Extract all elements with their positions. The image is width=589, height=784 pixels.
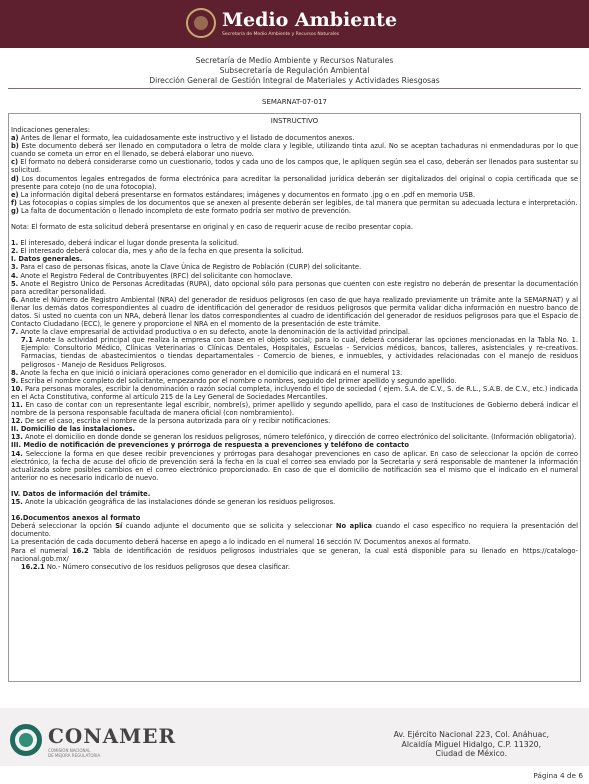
conamer-logo-icon — [10, 724, 42, 756]
item-5: 5. Anote el Registro Único de Personas Acreditadas (RUPA), dato opcional sólo para personas que cuenten con este registro no deberán de presentar la documentación para acreditar personalidad. — [11, 279, 578, 296]
instructions-content — [11, 126, 578, 571]
item-1: 1. El interesado, deberá indicar el lugar donde presenta la solicitud. — [11, 239, 240, 248]
item-g: g) La falta de documentación o llenado incompleto de este formato podría ser motivo de prevención. — [11, 206, 352, 215]
form-code: SEMARNAT-07-017 — [262, 98, 327, 106]
paragraph-16-3: Para el numeral 16.2 Tabla de identificación de residuos peligrosos industriales que se generan, la cual está disponible para su llenado en https://catalogo-nacional.gob.mx/ — [11, 546, 579, 563]
item-7: 7. Anote la clave empresarial de actividad productiva o en su defecto, anote la denominación de la actividad principal. — [11, 328, 410, 337]
paragraph-16: Deberá seleccionar la opción Sí cuando adjunte el documento que se solicita y seleccionar No aplica cuando el caso específico no requiera la presentación del documento. — [11, 522, 578, 539]
banner-title: Medio Ambiente — [222, 9, 398, 31]
doc-title: INSTRUCTIVO — [270, 117, 319, 125]
item-16-2-1: 16.2.1 No.- Número consecutivo de los residuos peligrosos que desea clasificar. — [21, 562, 290, 571]
header-line-1: Secretaría de Medio Ambiente y Recursos Naturales — [195, 56, 394, 65]
conamer-subtitle: COMISIÓN NACIONAL DE MEJORA REGULATORIA — [48, 748, 101, 758]
divider — [8, 88, 581, 89]
seal-icon — [186, 8, 216, 38]
item-f: f) Las fotocopias o copias simples de los documentos que se anexen al presente deberán ser legibles, de tal manera que permitan su adecuada lectura e interpretación. — [11, 198, 578, 207]
footer-address: Av. Ejército Nacional 223, Col. Anáhuac, Alcaldía Miguel Hidalgo, C.P. 11320, Ciudad de México. — [393, 730, 549, 758]
item-d: d) Los documentos legales entregados de forma electrónica para acreditar la personalidad jurídica deberán ser digitalizados del original o copia certificada que se presente para cotejo (no de una fotocopia). — [11, 174, 578, 191]
item-12: 12. De ser el caso, escriba el nombre de la persona autorizada para oír y recibir notificaciones. — [11, 417, 331, 426]
note: Nota: El formato de esta solicitud deberá presentarse en original y en caso de requerir acuse de recibo presentar copia. — [11, 223, 413, 232]
conamer-brand: CONAMER — [48, 724, 177, 748]
item-14: 14. Seleccione la forma en que desee recibir prevenciones y prórrogas para desahogar prevenciones en caso de aplicar. En caso de seleccionar la opción de correo electrónico, la fecha de acuse del oficio de prevención será la fecha en la cual el correo sea enviado por la Secretaría y será responsable de mantener la información actualizada sobre posibles cambios en el correo electrónico proporcionado. En caso de que el domicilio de notificación sea el mismo que el indicado en el numeral anterior no es necesario indicarlo de nuevo. — [11, 449, 578, 482]
item-10: 10. Para personas morales, escribir la denominación o razón social completa, incluyendo el tipo de sociedad ( ejem. S.A. de C.V., S. de R.L., S.A.B. de C.V., etc.) indicada en el Acta Constitutiva, conforme al artículo 215 de la Ley General de Sociedades Mercantiles. — [11, 384, 578, 401]
header-banner — [0, 0, 589, 48]
item-a: a) Antes de llenar el formato, lea cuidadosamente este instructivo y el listado de documentos anexos. — [11, 134, 355, 143]
item-13: 13. Anote el domicilio en donde donde se generan los residuos peligrosos, número telefónico, y dirección de correo electrónico del solicitante. (Información obligatoria). — [11, 433, 577, 442]
item-8: 8. Anote la fecha en que inició o iniciará operaciones como generador en el domicilio que indicará en el numeral 13. — [11, 368, 403, 377]
item-11: 11. En caso de contar con un representante legal escribir, nombre(s), primer apellido y segundo apellido, para el caso de Instituciones de Gobierno deberá indicar el nombre de la persona responsable facultada de manera oficial (con nombramiento). — [11, 401, 578, 418]
item-6: 6. Anote el Número de Registro Ambiental (NRA) del generador de residuos peligrosos (en caso de que haya realizado previamente un trámite ante la SEMARNAT) y al llenar los demás datos correspondientes al cuadro de identificación del generador de residuos peligrosos que permita validar dicha información en nuestro banco de datos. Si usted no cuenta con un NRA, deberá llenar los datos correspondientes al cuadro de identificación del generador de residuos peligrosos para que el Espacio de Contacto Ciudadano (ECC), le genere y proporcione el NRA en el momento de la presentación de este trámite. — [11, 295, 578, 329]
section-3: III. Medio de notificación de prevenciones y prórroga de respuesta a prevenciones y teléfono de contacto — [11, 441, 409, 450]
page-number: Página 4 de 6 — [533, 771, 583, 780]
paragraph-16-2: La presentación de cada documento deberá hacerse en apego a lo indicado en el numeral 16 sección IV. Documentos anexos al formato. — [11, 538, 471, 547]
item-3: 3. Para el caso de personas físicas, anote la Clave Única de Registro de Población (CURP) del solicitante. — [11, 263, 362, 272]
header-line-3: Dirección General de Gestión Integral de Materiales y Actividades Riesgosas — [149, 76, 440, 85]
item-9: 9. Escriba el nombre completo del solicitante, empezando por el nombre o nombres, seguido del primer apellido y segundo apellido. — [11, 376, 457, 385]
item-2: 2. El interesado deberá colocar día, mes y año de la fecha en que presenta la solicitud. — [11, 247, 304, 256]
banner-subtitle: Secretaría de Medio Ambiente y Recursos Naturales — [222, 32, 340, 37]
item-b: b) Este documento deberá ser llenado en computadora o letra de molde clara y legible, utilizando tinta azul. No se aceptan tachaduras ni enmendaduras por lo que cuando se cometa un error en el llenado, se deberá elaborar uno nuevo. — [11, 142, 578, 159]
section-5: 16.Documentos anexos al formato — [11, 514, 141, 523]
section-4: IV. Datos de información del trámite. — [11, 489, 151, 498]
item-c: c) El formato no deberá considerarse como un cuestionario, todos y cada uno de los campos que, le apliquen según sea el caso, deberán ser llenados para sustentar su solicitud. — [11, 158, 578, 175]
section-2: II. Domicilio de las instalaciones. — [11, 425, 135, 434]
header-line-2: Subsecretaría de Regulación Ambiental — [219, 66, 370, 75]
item-e: e) La información digital deberá presentarse en formatos estándares; imágenes y documentos en formato .jpg o en .pdf en memoria USB. — [11, 190, 476, 199]
section-1: I. Datos generales. — [11, 255, 83, 264]
item-15: 15. Anote la ubicación geográfica de las instalaciones dónde se generan los residuos peligrosos. — [11, 498, 336, 507]
item-7-1: 7.1 Anote la actividad principal que realiza la empresa con base en el objeto social; para lo cual, deberá considerar las opciones mencionadas en la Tabla No. 1. Ejemplo: Consultorio Médico, Clínicas Veterinarias o Clínicas Dentales, Hospitales, Escuelas - Servicios médicos, bancos, talleres, asistenciales y re-creativos. Farmacias, tiendas de abastecimientos o tiendas departamentales - Comercio de bienes, e inmuebles, y actividades relacionadas con el manejo de residuos peligrosos - Manejo de Residuos Peligrosos. — [21, 336, 578, 369]
item-4: 4. Anote el Registro Federal de Contribuyentes (RFC) del solicitante con homoclave. — [11, 271, 293, 280]
general-heading: Indicaciones generales: — [11, 126, 90, 134]
